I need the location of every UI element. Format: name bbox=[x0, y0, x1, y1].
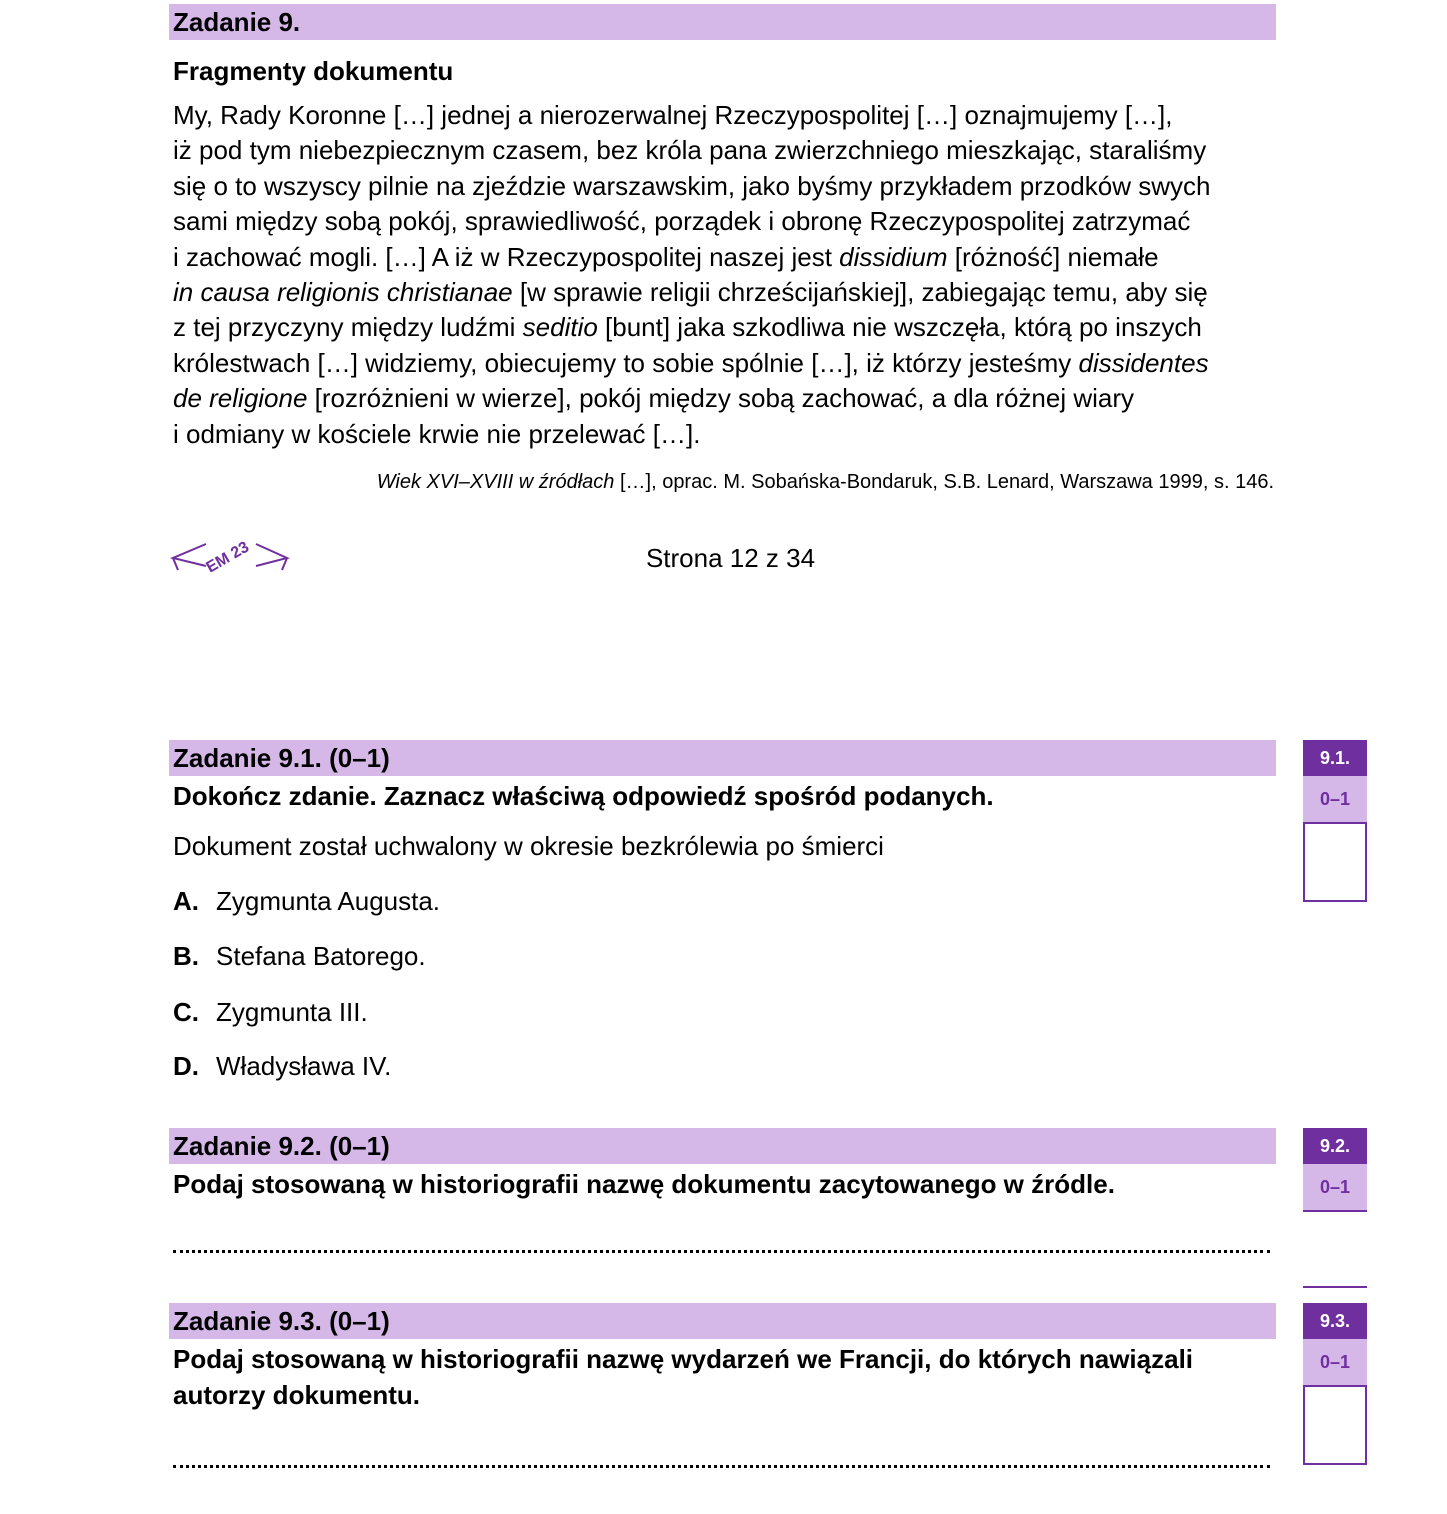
answer-line-9-3[interactable] bbox=[173, 1465, 1270, 1468]
score-entry-field[interactable] bbox=[1303, 1387, 1367, 1465]
option-letter: D. bbox=[173, 1051, 199, 1081]
score-task-number: 9.1. bbox=[1303, 740, 1367, 776]
answer-line-9-2[interactable] bbox=[173, 1250, 1270, 1253]
subtask-9-3-instruction-line-2: autorzy dokumentu. bbox=[173, 1380, 421, 1410]
subtask-9-1-stem: Dokument został uchwalony w okresie bezkrólewia po śmierci bbox=[173, 831, 884, 861]
text-run: sami między sobą pokój, sprawiedliwość, porządek i obronę Rzeczypospolitej zatrzymać bbox=[173, 206, 1191, 237]
option-letter: C. bbox=[173, 997, 199, 1027]
text-run: z tej przyczyny między ludźmi bbox=[173, 312, 523, 343]
text-run: My, Rady Koronne […] jednej a nierozerwalnej Rzeczypospolitej […] oznajmujemy […], bbox=[173, 100, 1173, 130]
option-text: Stefana Batorego. bbox=[216, 941, 426, 971]
latin-term: de religione bbox=[173, 383, 308, 414]
source-line bbox=[173, 275, 1208, 310]
answer-option-c[interactable] bbox=[173, 995, 368, 1029]
text-run: i odmiany w kościele krwie nie przelewać […]. bbox=[173, 418, 701, 449]
latin-term: dissidentes bbox=[1078, 347, 1209, 378]
text-run: się o to wszyscy pilnie na zjeździe warszawskim, jako byśmy przykładem przodków swych bbox=[173, 170, 1211, 201]
latin-term: seditio bbox=[522, 312, 598, 343]
subtask-9-1-header: Zadanie 9.1. (0–1) bbox=[169, 740, 1276, 776]
score-box-9-3 bbox=[1303, 1303, 1367, 1465]
score-box-9-1 bbox=[1303, 740, 1367, 902]
score-entry-field[interactable] bbox=[1303, 824, 1367, 902]
text-run: [bunt] jaka szkodliwa nie wszczęła, którą po inszych bbox=[597, 312, 1202, 343]
source-line bbox=[173, 169, 1210, 204]
option-letter: B. bbox=[173, 941, 199, 971]
subtask-9-1-instruction: Dokończ zdanie. Zaznacz właściwą odpowiedź spośród podanych. bbox=[173, 781, 994, 811]
answer-option-b[interactable] bbox=[173, 939, 426, 973]
citation-details: […], oprac. M. Sobańska-Bondaruk, S.B. Lenard, Warszawa 1999, s. 146. bbox=[614, 471, 1274, 493]
source-title: Fragmenty dokumentu bbox=[173, 56, 454, 86]
source-line bbox=[173, 133, 1206, 168]
latin-term: dissidium bbox=[839, 241, 948, 272]
source-line bbox=[173, 381, 1134, 416]
latin-term: in causa religionis christianae bbox=[173, 277, 513, 307]
source-line bbox=[173, 240, 1159, 275]
source-line bbox=[173, 346, 1209, 381]
source-line bbox=[173, 204, 1190, 239]
source-line bbox=[173, 310, 1202, 345]
text-run: iż pod tym niebezpiecznym czasem, bez króla pana zwierzchniego mieszkając, staraliśmy bbox=[173, 135, 1207, 166]
source-line bbox=[173, 98, 1173, 133]
option-text: Władysława IV. bbox=[216, 1051, 392, 1081]
subtask-9-3-header: Zadanie 9.3. (0–1) bbox=[169, 1303, 1276, 1339]
score-box-9-2 bbox=[1303, 1128, 1367, 1212]
option-text: Zygmunta III. bbox=[216, 997, 368, 1027]
citation-title: Wiek XVI–XVIII w źródłach bbox=[376, 471, 615, 493]
option-text: Zygmunta Augusta. bbox=[216, 886, 441, 916]
score-points: 0–1 bbox=[1303, 1164, 1367, 1212]
score-task-number: 9.3. bbox=[1303, 1303, 1367, 1339]
answer-option-a[interactable] bbox=[173, 884, 440, 918]
source-line bbox=[173, 417, 700, 452]
source-citation bbox=[377, 468, 1274, 496]
score-divider bbox=[1303, 1286, 1367, 1288]
score-points: 0–1 bbox=[1303, 776, 1367, 824]
answer-option-d[interactable] bbox=[173, 1049, 391, 1083]
text-run: i zachować mogli. […] A iż w Rzeczypospolitej naszej jest bbox=[173, 241, 840, 272]
page-number: Strona 12 z 34 bbox=[645, 543, 816, 573]
text-run: królestwach […] widziemy, obiecujemy to sobie spólnie […], iż którzy jesteśmy bbox=[173, 347, 1079, 378]
text-run: [rozróżnieni w wierze], pokój między sobą zachować, a dla różnej wiary bbox=[307, 383, 1135, 414]
subtask-9-3-instruction-line-1: Podaj stosowaną w historiografii nazwę wydarzeń we Francji, do których nawiązali bbox=[173, 1344, 1194, 1374]
score-points: 0–1 bbox=[1303, 1339, 1367, 1387]
logo-text: EM 23 bbox=[203, 538, 253, 572]
option-letter: A. bbox=[173, 886, 199, 916]
text-run: [w sprawie religii chrześcijańskiej], zabiegając temu, aby się bbox=[512, 277, 1208, 307]
subtask-9-2-header: Zadanie 9.2. (0–1) bbox=[169, 1128, 1276, 1164]
task-header: Zadanie 9. bbox=[169, 4, 1276, 40]
score-task-number: 9.2. bbox=[1303, 1128, 1367, 1164]
text-run: [różność] niemałe bbox=[947, 241, 1159, 272]
subtask-9-2-instruction: Podaj stosowaną w historiografii nazwę dokumentu zacytowanego w źródle. bbox=[173, 1169, 1115, 1199]
